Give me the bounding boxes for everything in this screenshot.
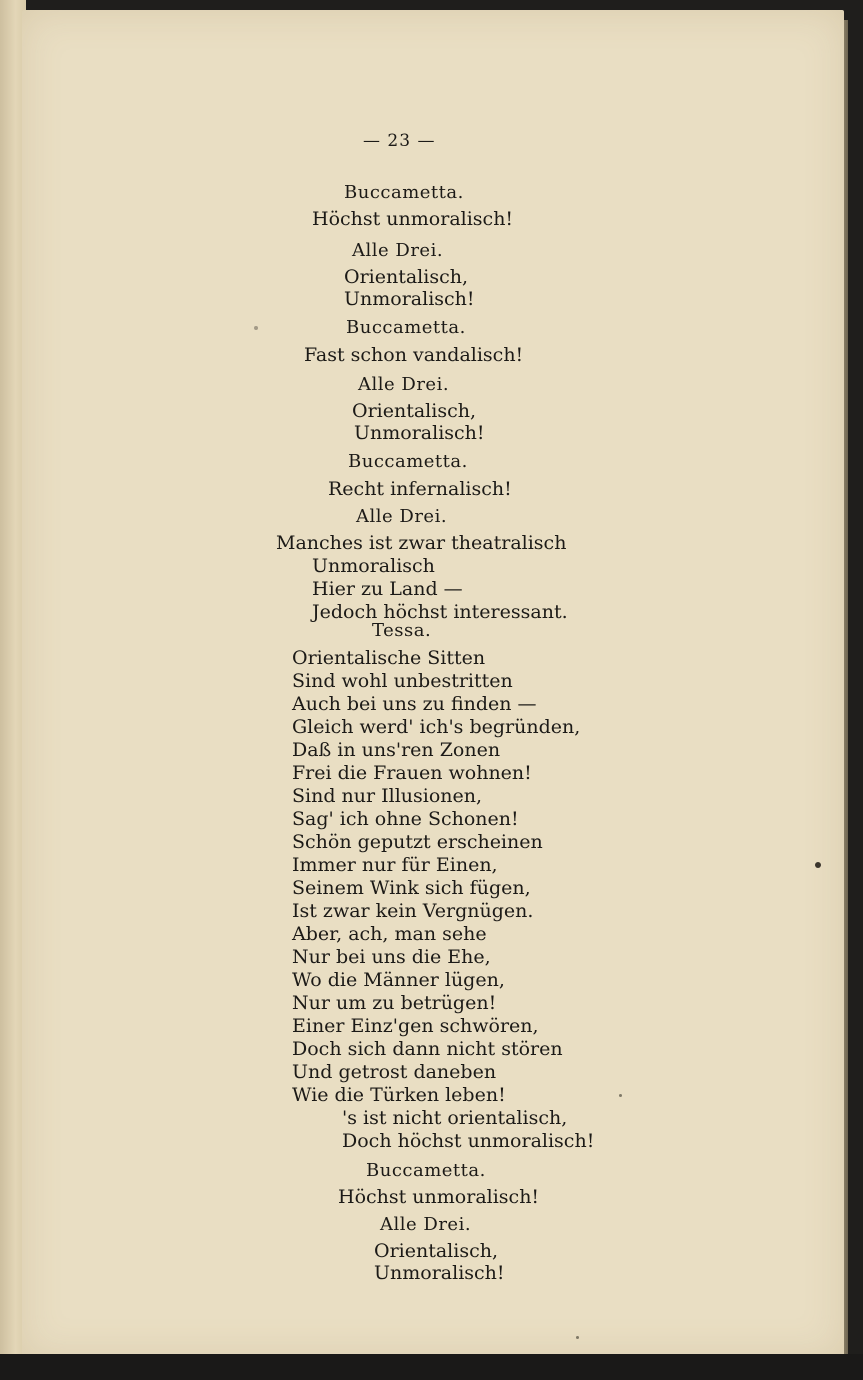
verse-line: Hier zu Land — (312, 578, 463, 600)
paper-speck (254, 326, 258, 330)
verse-line: Wie die Türken leben! (292, 1084, 506, 1106)
page-content (22, 10, 844, 1358)
verse-line: Sind nur Illusionen, (292, 785, 483, 807)
speaker-label: Alle Drei. (380, 1214, 472, 1235)
verse-line: Unmoralisch! (344, 288, 475, 310)
scan-bottom-edge (0, 1354, 863, 1380)
verse-line: Auch bei uns zu finden — (292, 693, 537, 715)
speaker-label: Buccametta. (366, 1160, 486, 1181)
verse-line: Fast schon vandalisch! (304, 344, 524, 366)
verse-line: Sind wohl unbestritten (292, 670, 513, 692)
verse-line: Manches ist zwar theatralisch (276, 532, 567, 554)
speaker-label: Alle Drei. (352, 240, 444, 261)
verse-line: Doch sich dann nicht stören (292, 1038, 563, 1060)
verse-line: 's ist nicht orientalisch, (342, 1107, 568, 1129)
paper-speck (619, 1094, 622, 1097)
verse-line: Recht infernalisch! (328, 478, 512, 500)
speaker-label: Buccametta. (346, 317, 466, 338)
verse-line: Doch höchst unmoralisch! (342, 1130, 595, 1152)
verse-line: Aber, ach, man sehe (292, 923, 487, 945)
verse-line: Höchst unmoralisch! (312, 208, 514, 230)
verse-line: Höchst unmoralisch! (338, 1186, 540, 1208)
verse-line: Und getrost daneben (292, 1061, 497, 1083)
verse-line: Sag' ich ohne Schonen! (292, 808, 519, 830)
book-page (22, 10, 844, 1358)
page-number: — 23 — (363, 131, 436, 151)
verse-line: Orientalisch, (352, 400, 477, 422)
paper-speck (815, 862, 821, 868)
verse-line: Unmoralisch! (354, 422, 485, 444)
verse-line: Unmoralisch (312, 555, 435, 577)
speaker-label: Alle Drei. (358, 374, 450, 395)
verse-line: Gleich werd' ich's begründen, (292, 716, 581, 738)
verse-line: Einer Einz'gen schwören, (292, 1015, 539, 1037)
verse-line: Ist zwar kein Vergnügen. (292, 900, 534, 922)
verse-line: Seinem Wink sich fügen, (292, 877, 531, 899)
verse-line: Jedoch höchst interessant. (312, 601, 568, 623)
speaker-label: Alle Drei. (356, 506, 448, 527)
verse-line: Nur bei uns die Ehe, (292, 946, 491, 968)
verse-line: Immer nur für Einen, (292, 854, 498, 876)
verse-line: Frei die Frauen wohnen! (292, 762, 532, 784)
verse-line: Daß in uns'ren Zonen (292, 739, 501, 761)
verse-line: Orientalisch, (374, 1240, 499, 1262)
paper-speck (576, 1336, 579, 1339)
verse-line: Orientalisch, (344, 266, 469, 288)
speaker-label: Buccametta. (344, 182, 464, 203)
verse-line: Nur um zu betrügen! (292, 992, 497, 1014)
verse-line: Schön geputzt erscheinen (292, 831, 543, 853)
verse-line: Wo die Männer lügen, (292, 969, 505, 991)
verse-line: Unmoralisch! (374, 1262, 505, 1284)
speaker-label: Tessa. (372, 620, 432, 641)
speaker-label: Buccametta. (348, 451, 468, 472)
verse-line: Orientalische Sitten (292, 647, 486, 669)
